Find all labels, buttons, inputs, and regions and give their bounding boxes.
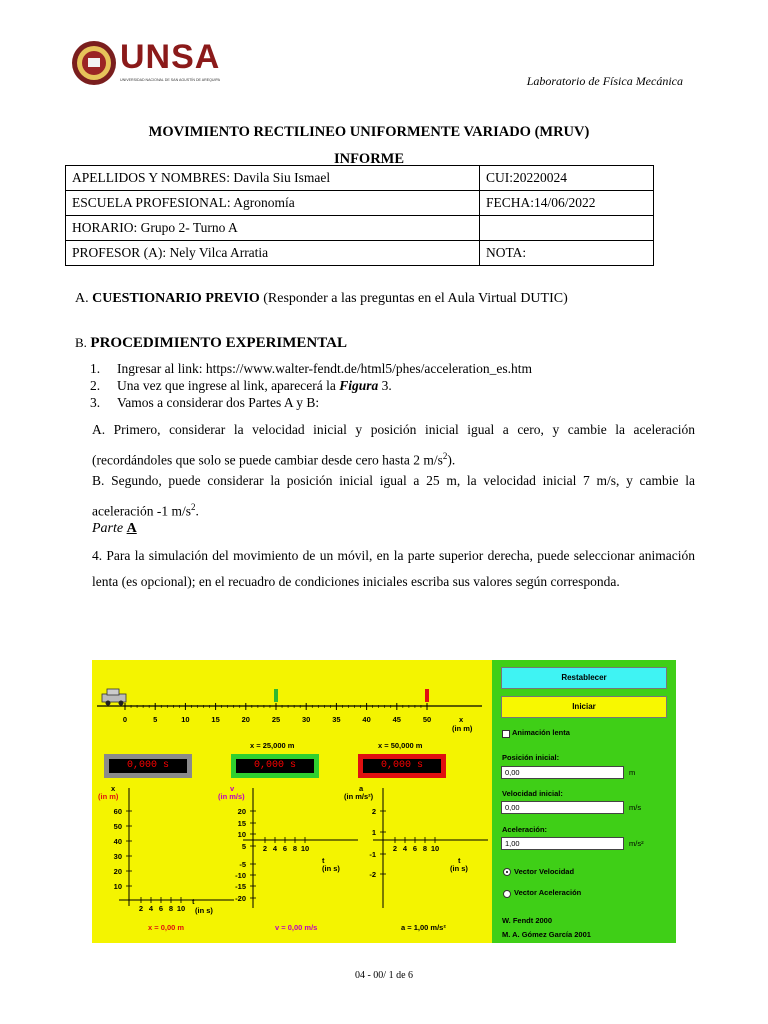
- table-cell: NOTA:: [480, 241, 654, 266]
- list-item: 2. Una vez que ingrese al link, aparecerá la Figura 3.: [90, 378, 392, 393]
- vector-velocity-label: Vector Velocidad: [514, 867, 575, 876]
- track-tick-label: 25: [271, 715, 281, 724]
- track-tick-label: 40: [362, 715, 371, 724]
- reset-button[interactable]: Restablecer: [501, 667, 667, 689]
- table-cell: ESCUELA PROFESIONAL: Agronomía: [66, 191, 480, 216]
- list-item: 1. Ingresar al link: https://www.walter-fendt.de/html5/phes/acceleration_es.htm: [90, 361, 532, 376]
- table-cell: CUI:20220024: [480, 166, 654, 191]
- graph-v-y-tick-label: 10: [237, 830, 246, 839]
- graph-a-label: a: [359, 784, 364, 793]
- graph-v-unit: (in m/s): [218, 792, 245, 801]
- graph-v-y-tick-label: -20: [235, 894, 246, 903]
- logo-text: UNSA: [120, 38, 221, 76]
- marker1-readout: x = 25,000 m: [250, 741, 295, 750]
- parte-a-heading: Parte A: [92, 521, 137, 536]
- graph-a-t-tick-label: 4: [402, 844, 408, 853]
- velocity-readout: v = 0,00 m/s: [275, 923, 318, 932]
- slow-animation-checkbox[interactable]: [502, 730, 510, 738]
- table-row: [66, 166, 654, 191]
- table-cell: APELLIDOS Y NOMBRES: Davila Siu Ismael: [66, 166, 480, 191]
- acceleration-input[interactable]: 1,00: [501, 837, 624, 850]
- track-tick-label: 0: [122, 715, 128, 724]
- track-axis-unit: (in m): [452, 724, 473, 733]
- graph-a-unit: (in m/s²): [344, 792, 374, 801]
- track-tick-label: 10: [181, 715, 190, 724]
- graph-v-y-tick-label: -15: [235, 882, 246, 891]
- section-title: CUESTIONARIO PREVIO: [92, 291, 260, 306]
- part-b-paragraph: B. Segundo, puede considerar la posición inicial igual a 25 m, la velocidad inicial 7 m/s, y cambie la aceleración -1 $m/s^2$.: [92, 473, 695, 519]
- track-tick-label: 35: [332, 715, 341, 724]
- track-tick-label: 20: [241, 715, 250, 724]
- graph-x-t-tick-label: 8: [168, 904, 174, 913]
- graph-x-t-label: t: [192, 897, 195, 906]
- graph-v-y-tick-label: 20: [237, 807, 246, 816]
- timer-grey: 0,000 s: [104, 754, 192, 778]
- steps-list: [90, 360, 532, 411]
- acceleration-label: Aceleración:: [502, 825, 548, 834]
- graph-x-label: x: [111, 784, 116, 793]
- graph-v-t-tick-label: 10: [300, 844, 310, 853]
- track-axis-label: x: [459, 715, 464, 724]
- section-a-heading: [75, 289, 568, 309]
- section-title: PROCEDIMIENTO EXPERIMENTAL: [90, 335, 347, 351]
- section-letter: B.: [75, 335, 87, 350]
- section-b-heading: [75, 333, 347, 354]
- graph-x-y-tick-label: 20: [113, 867, 122, 876]
- graph-a-t-tick-label: 6: [412, 844, 418, 853]
- graph-x-unit: (in m): [98, 792, 119, 801]
- credit-1: W. Fendt 2000: [502, 916, 553, 925]
- track-tick-label: 30: [302, 715, 311, 724]
- simulation-canvas: [92, 660, 492, 943]
- table-row: [66, 216, 654, 241]
- figure-ref: Figura: [339, 378, 379, 393]
- graph-v-y-tick-label: -10: [235, 871, 246, 880]
- graph-x-y-tick-label: 30: [113, 852, 122, 861]
- graph-x-y-tick-label: 60: [113, 807, 122, 816]
- timer-red: 0,000 s: [358, 754, 446, 778]
- graph-a-y-tick-label: 2: [371, 807, 376, 816]
- vector-acceleration-radio[interactable]: [503, 890, 511, 898]
- graph-v-label: v: [230, 784, 235, 793]
- start-button[interactable]: Iniciar: [501, 696, 667, 718]
- marker-red: [425, 689, 429, 702]
- graph-a-t-tick-label: 10: [430, 844, 440, 853]
- initial-velocity-label: Velocidad inicial:: [502, 789, 563, 798]
- track-tick-label: 15: [211, 715, 220, 724]
- graph-x-t-tick-label: 6: [158, 904, 164, 913]
- table-cell: HORARIO: Grupo 2- Turno A: [66, 216, 480, 241]
- document-title: MOVIMIENTO RECTILINEO UNIFORMENTE VARIADO (MRUV): [148, 124, 590, 140]
- table-cell: PROFESOR (A): Nely Vilca Arratia: [66, 241, 480, 266]
- control-panel: [492, 660, 676, 943]
- table-row: [66, 191, 654, 216]
- track-tick-label: 50: [422, 715, 432, 724]
- graph-a-t-tick-label: 8: [422, 844, 428, 853]
- graph-x-y-tick-label: 10: [113, 882, 122, 891]
- slow-animation-label: Animación lenta: [512, 728, 570, 737]
- graph-v-y-tick-label: -5: [239, 860, 246, 869]
- graph-a-y-tick-label: 1: [371, 828, 376, 837]
- graph-a-y-tick-label: -2: [369, 870, 376, 879]
- graph-v-t-tick-label: 6: [282, 844, 288, 853]
- acceleration-readout: a = 1,00 m/s²: [401, 923, 446, 932]
- vector-velocity-radio[interactable]: [503, 868, 511, 876]
- step-4-paragraph: 4. Para la simulación del movimiento de un móvil, en la parte superior derecha, puede seleccionar animación lenta (es opcional); en el recuadro de condiciones iniciales escriba sus valores según corresponda.: [92, 548, 695, 589]
- lab-name: Laboratorio de Física Mecánica: [526, 74, 683, 88]
- vector-acceleration-label: Vector Aceleración: [514, 888, 582, 897]
- credit-2: M. A. Gómez García 2001: [502, 930, 591, 939]
- graph-v-y-tick-label: 5: [241, 842, 246, 851]
- marker2-readout: x = 50,000 m: [378, 741, 423, 750]
- table-row: [66, 241, 654, 266]
- graph-v-y-tick-label: 15: [237, 819, 246, 828]
- track-tick-label: 5: [153, 715, 158, 724]
- page-footer: 04 - 00/ 1 de 6: [354, 970, 414, 981]
- table-cell: [480, 216, 654, 241]
- initial-position-input[interactable]: 0,00: [501, 766, 624, 779]
- graph-x-y-tick-label: 40: [113, 837, 122, 846]
- document-subtitle: INFORME: [333, 151, 405, 167]
- graph-v-t-label: t: [322, 856, 325, 865]
- mruv-simulation: [92, 660, 676, 943]
- graph-x-t-tick-label: 10: [176, 904, 186, 913]
- graph-x-t-tick-label: 4: [148, 904, 154, 913]
- position-readout: x = 0,00 m: [148, 923, 185, 932]
- initial-position-label: Posición inicial:: [502, 753, 560, 762]
- graph-a-t-unit: (in s): [450, 864, 468, 873]
- graph-v-t-tick-label: 4: [272, 844, 278, 853]
- timer-green: 0,000 s: [231, 754, 319, 778]
- logo-subtext: UNIVERSIDAD NACIONAL DE SAN AGUSTÍN DE AREQUIPA: [120, 78, 221, 82]
- section-letter: A.: [75, 291, 89, 306]
- section-note: (Responder a las preguntas en el Aula Virtual DUTIC): [263, 291, 568, 306]
- part-a-paragraph: A. Primero, considerar la velocidad inicial y posición inicial igual a cero, y cambie la aceleración (recordándoles que solo se puede cambiar desde cero hasta 2 $m/s^2$).: [92, 422, 695, 468]
- graph-a-y-tick-label: -1: [369, 850, 376, 859]
- graph-a-t-label: t: [458, 856, 461, 865]
- student-info-table: [65, 165, 654, 266]
- list-item: 3. Vamos a considerar dos Partes A y B:: [90, 395, 320, 410]
- graph-a-t-tick-label: 2: [392, 844, 398, 853]
- acceleration-unit: m/s²: [629, 839, 644, 848]
- graph-x-t-tick-label: 2: [138, 904, 144, 913]
- step-link-text: Ingresar al link: https://www.walter-fendt.de/html5/phes/acceleration_es.htm: [117, 361, 532, 376]
- marker-green: [274, 689, 278, 702]
- initial-velocity-input[interactable]: 0,00: [501, 801, 624, 814]
- graph-v-t-tick-label: 8: [292, 844, 298, 853]
- initial-position-unit: m: [629, 768, 636, 777]
- graph-x-y-tick-label: 50: [113, 822, 122, 831]
- table-cell: FECHA:14/06/2022: [480, 191, 654, 216]
- graph-v-t-unit: (in s): [322, 864, 340, 873]
- graph-x-t-unit: (in s): [195, 906, 213, 915]
- graph-v-t-tick-label: 2: [262, 844, 268, 853]
- initial-velocity-unit: m/s: [629, 803, 642, 812]
- car-icon: [102, 689, 126, 706]
- track-tick-label: 45: [392, 715, 401, 724]
